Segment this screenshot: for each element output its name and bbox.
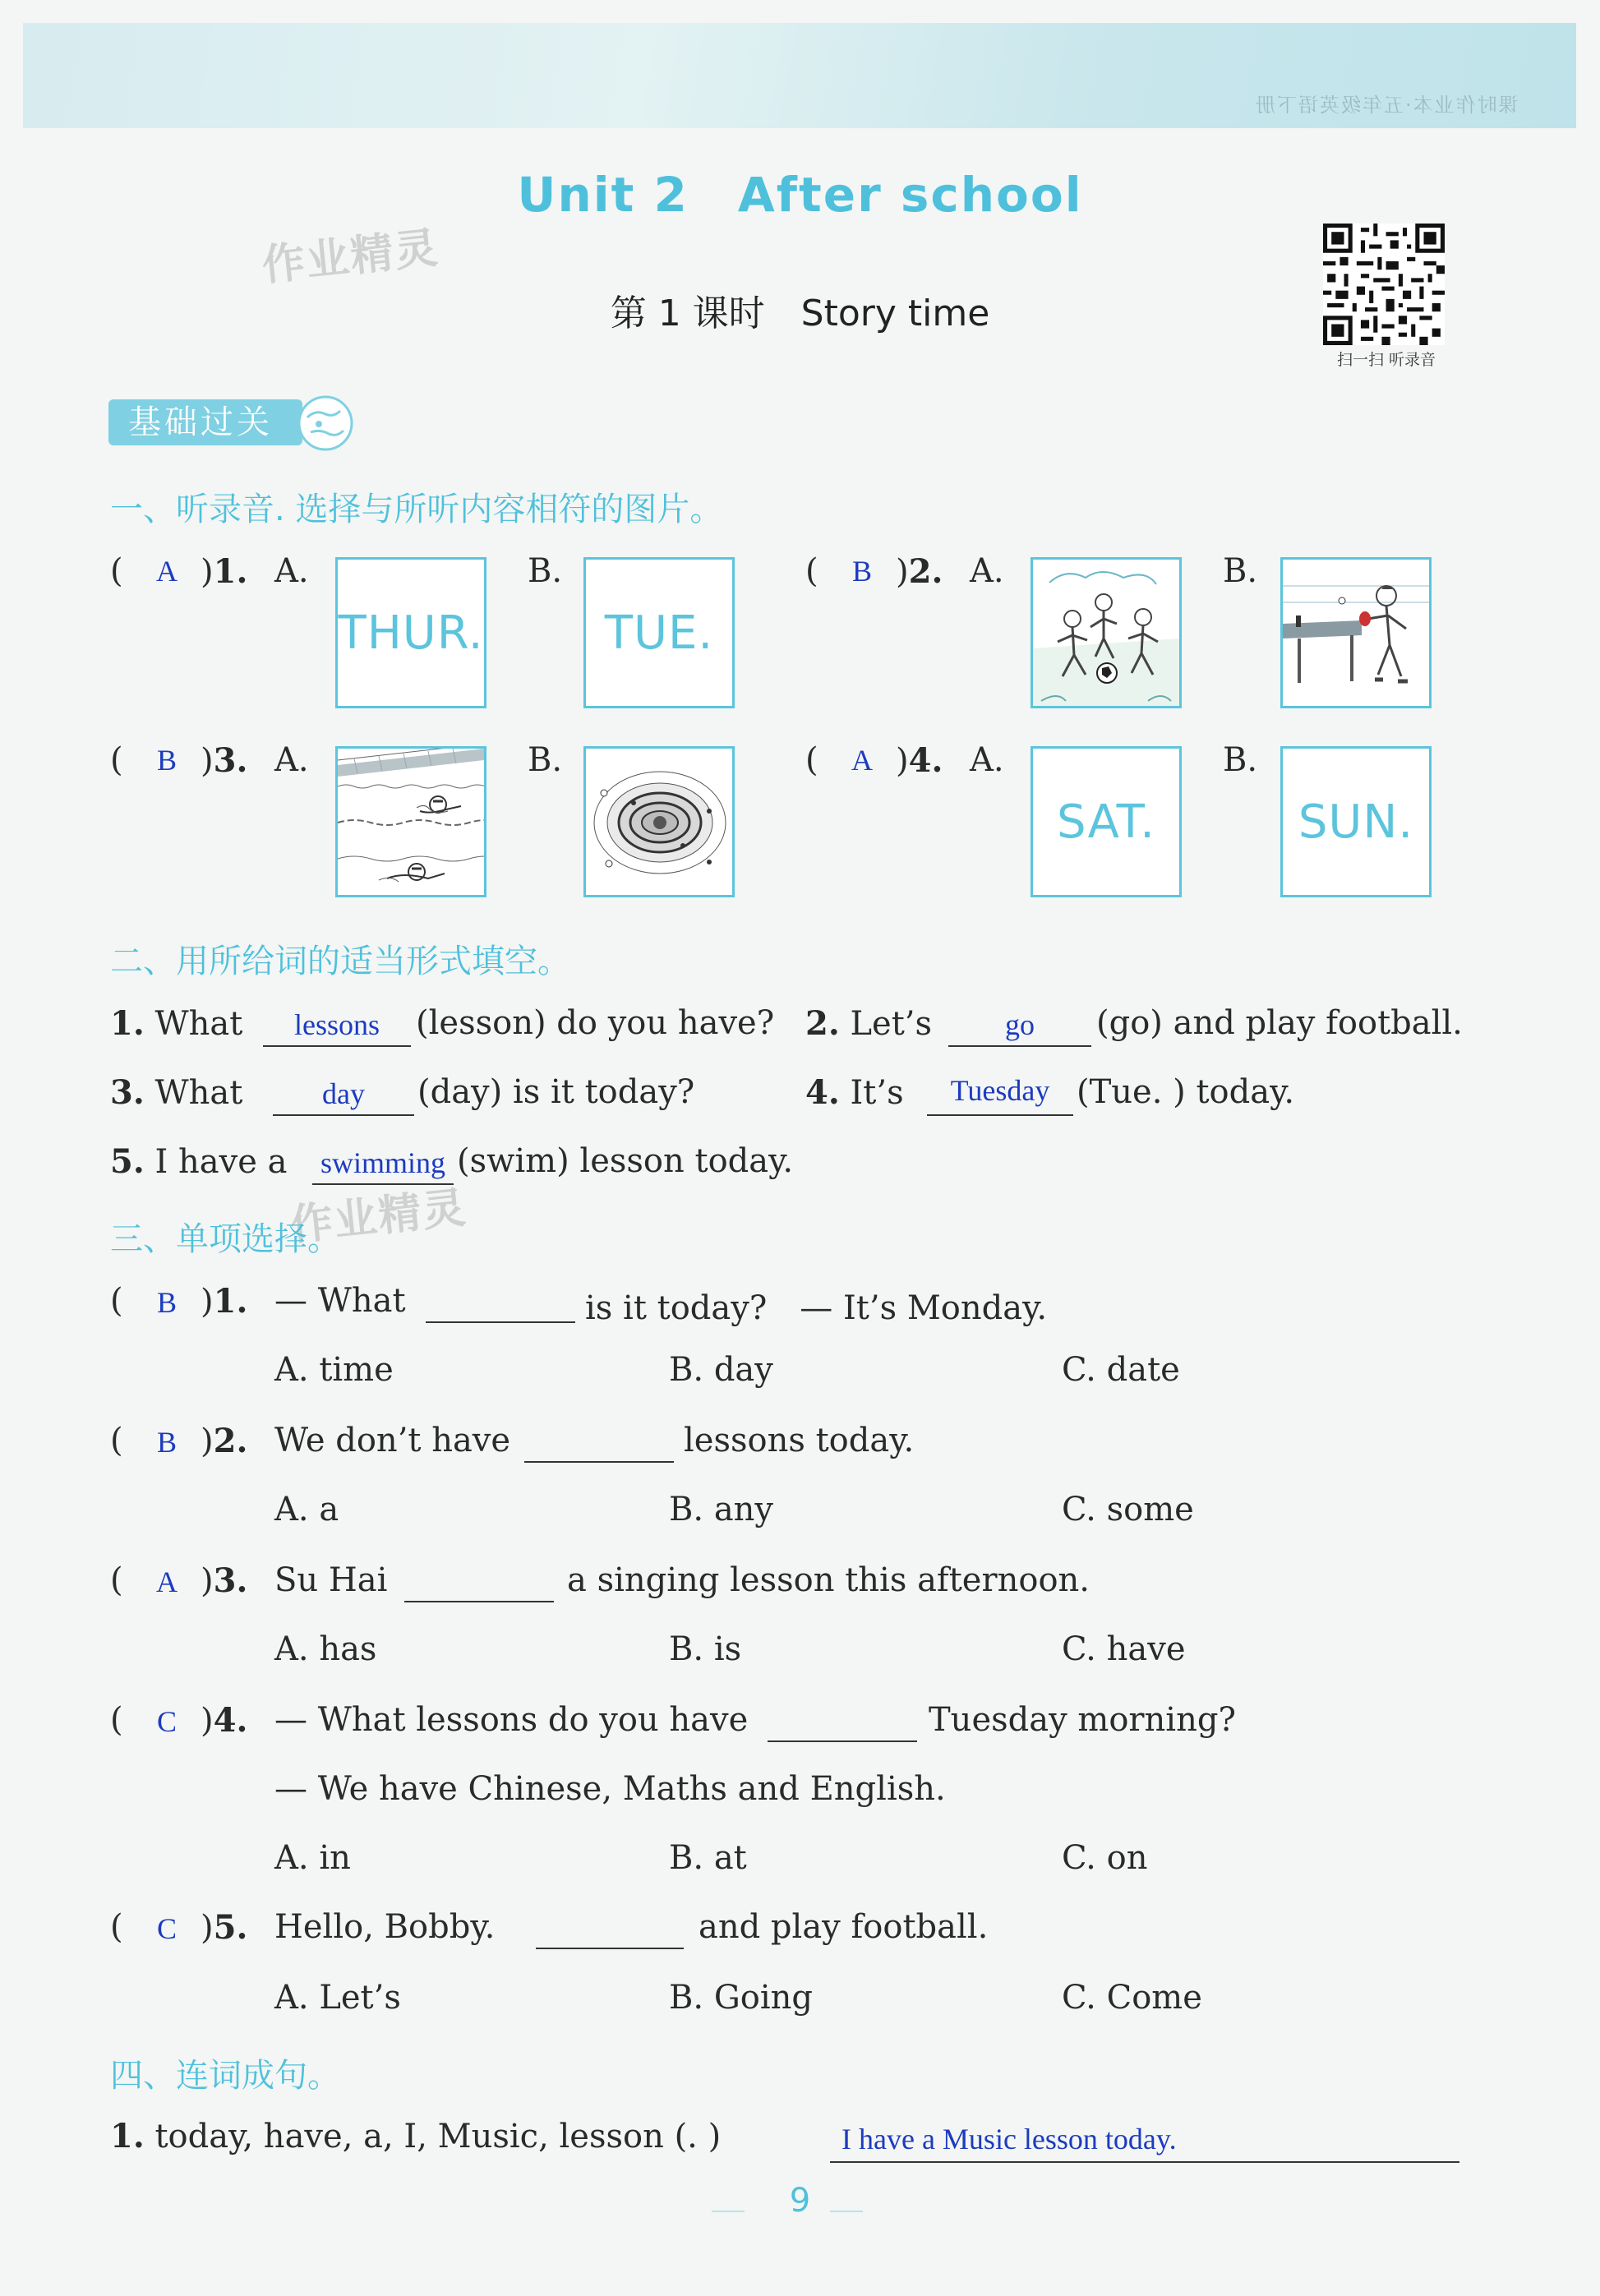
option-a[interactable]: A. time: [274, 1351, 394, 1389]
box-text: TUE.: [604, 606, 714, 660]
qnum: 1.: [213, 552, 248, 591]
option-b-image[interactable]: [583, 557, 735, 708]
question-stem-pre: We don’t have: [274, 1422, 511, 1459]
fill-post: (Tue. ) today.: [1077, 1073, 1295, 1111]
header-band-text: 课时作业本·五年级英语下册: [1254, 94, 1519, 117]
page-number: 9: [789, 2182, 811, 2220]
paren-open: (: [805, 552, 818, 590]
watermark: 作业精灵: [260, 223, 442, 292]
option-a-image[interactable]: [335, 746, 486, 897]
fill-post: (day) is it today?: [417, 1073, 695, 1111]
answer-blank[interactable]: [273, 1114, 414, 1116]
answer-blank[interactable]: [948, 1045, 1091, 1047]
question-number: )3.: [201, 741, 248, 780]
divider: [830, 2211, 863, 2212]
answer: C: [156, 1912, 177, 1945]
option-b[interactable]: B. Going: [669, 1979, 814, 2017]
question-stem-pre: — What lessons do you have: [274, 1701, 749, 1739]
answer: B: [851, 555, 872, 588]
section3-heading: 三、单项选择。: [110, 1220, 340, 1258]
qr-code-icon[interactable]: [1323, 224, 1445, 345]
question-number: )2.: [896, 552, 943, 591]
fill-item-2: [805, 1004, 932, 1043]
question-number: )2.: [201, 1422, 248, 1460]
qnum: 3.: [213, 1561, 248, 1600]
option-c[interactable]: C. Come: [1062, 1979, 1202, 2017]
answer-blank[interactable]: [830, 2161, 1459, 2163]
option-a[interactable]: A. a: [274, 1491, 339, 1528]
answer: C: [156, 1705, 177, 1738]
option-b-label: B.: [1223, 741, 1258, 779]
paren-open: (: [110, 1282, 123, 1320]
question-stem-post: is it today? — It’s Monday.: [585, 1289, 1048, 1327]
paren-open: (: [110, 1908, 123, 1946]
fill-pre: Let’s: [850, 1005, 933, 1043]
unit-title: Unit 2 After school: [517, 167, 1083, 223]
question-1-1: (: [110, 552, 123, 590]
qnum: 1.: [110, 1004, 145, 1043]
option-b[interactable]: B. is: [669, 1630, 742, 1668]
option-b-label: B.: [528, 552, 563, 590]
question-number: )1.: [201, 552, 248, 591]
option-a-label: A.: [970, 552, 1004, 590]
option-b[interactable]: B. any: [669, 1491, 774, 1528]
solar-system-image: [586, 749, 732, 895]
qnum: 3.: [110, 1073, 145, 1112]
option-c[interactable]: C. date: [1062, 1351, 1180, 1389]
fill-pre: What: [154, 1074, 243, 1112]
option-c[interactable]: C. on: [1062, 1839, 1148, 1877]
qnum: 4.: [805, 1073, 840, 1112]
paren-open: (: [110, 1561, 123, 1599]
qnum: 2.: [213, 1422, 248, 1460]
paren-open: (: [110, 741, 123, 779]
section2-heading: 二、用所给词的适当形式填空。: [110, 943, 570, 980]
option-b[interactable]: B. day: [669, 1351, 773, 1389]
question-number: )3.: [201, 1561, 248, 1600]
option-a[interactable]: A. has: [274, 1630, 377, 1668]
paren-open: (: [110, 1422, 123, 1459]
answer: go: [1005, 1008, 1035, 1041]
globe-icon: [291, 393, 360, 454]
fill-post: (swim) lesson today.: [457, 1142, 794, 1180]
box-text: THUR.: [338, 606, 484, 660]
option-c[interactable]: C. some: [1062, 1491, 1194, 1528]
paren-open: (: [110, 1701, 123, 1739]
answer: I have a Music lesson today.: [841, 2123, 1177, 2155]
option-b[interactable]: B. at: [669, 1839, 747, 1877]
answer: lessons: [293, 1008, 380, 1041]
question-stem-pre: Hello, Bobby.: [274, 1908, 496, 1946]
lesson-title: 第 1 课时 Story time: [610, 293, 990, 334]
question-number: )4.: [896, 741, 943, 780]
option-a-image[interactable]: [335, 557, 486, 708]
box-text: SAT.: [1057, 795, 1155, 849]
answer-blank[interactable]: [263, 1045, 411, 1047]
question-stem-pre: — What: [274, 1282, 406, 1320]
option-a[interactable]: A. in: [274, 1839, 351, 1877]
qnum: 4.: [908, 741, 943, 780]
qnum: 2.: [908, 552, 943, 591]
answer-blank[interactable]: [524, 1461, 674, 1463]
option-a-label: A.: [970, 741, 1004, 779]
fill-post: (lesson) do you have?: [416, 1004, 775, 1042]
question-stem-pre: Su Hai: [274, 1561, 388, 1599]
answer: A: [156, 555, 178, 588]
option-a-label: A.: [274, 741, 309, 779]
option-b-image[interactable]: [583, 746, 735, 897]
option-a-image[interactable]: [1031, 746, 1182, 897]
header-band: [23, 23, 1576, 128]
fill-pre: I have a: [154, 1143, 288, 1181]
answer: B: [156, 1426, 177, 1459]
answer: B: [156, 1286, 177, 1319]
qnum: 1.: [110, 2117, 145, 2155]
box-text: SUN.: [1298, 795, 1414, 849]
qnum: 4.: [213, 1701, 248, 1740]
fill-post: (go) and play football.: [1096, 1004, 1463, 1042]
fill-item-5: [110, 1142, 287, 1181]
qnum: 2.: [805, 1004, 840, 1043]
qnum: 1.: [213, 1282, 248, 1321]
option-b-image[interactable]: [1280, 746, 1432, 897]
option-a-image[interactable]: [1031, 557, 1182, 708]
answer-blank[interactable]: [536, 1948, 684, 1949]
boy-playing-table-tennis-image: [1283, 560, 1429, 706]
answer: Tuesday: [950, 1074, 1050, 1107]
option-b-image[interactable]: [1280, 557, 1432, 708]
watermark: 作业精灵: [288, 1183, 470, 1252]
qnum: 5.: [213, 1908, 248, 1947]
section-badge: 基础过关: [108, 399, 302, 445]
question-number: )1.: [201, 1282, 248, 1321]
reorder-item-1: [110, 2117, 721, 2155]
reorder-words: today, have, a, I, Music, lesson (. ): [154, 2118, 722, 2155]
question-stem-post: Tuesday morning?: [929, 1701, 1236, 1739]
qnum: 3.: [213, 741, 248, 780]
fill-item-3: [110, 1073, 242, 1112]
qnum: 5.: [110, 1142, 145, 1181]
question-stem-post: a singing lesson this afternoon.: [567, 1561, 1090, 1599]
question-stem-post: and play football.: [699, 1908, 989, 1946]
option-b-label: B.: [528, 741, 563, 779]
question-dialog-line: — We have Chinese, Maths and English.: [274, 1770, 946, 1808]
paren-open: (: [805, 741, 818, 779]
answer-blank[interactable]: [927, 1114, 1073, 1116]
option-a[interactable]: A. Let’s: [274, 1979, 401, 2017]
answer-blank[interactable]: [768, 1740, 917, 1742]
option-b-label: B.: [1223, 552, 1258, 590]
section4-heading: 四、连词成句。: [110, 2057, 340, 2095]
answer: day: [322, 1077, 365, 1110]
option-c[interactable]: C. have: [1062, 1630, 1186, 1668]
kids-playing-football-image: [1033, 560, 1179, 706]
answer: A: [156, 1565, 178, 1598]
section1-heading: 一、听录音. 选择与所听内容相符的图片。: [110, 491, 723, 528]
fill-pre: It’s: [850, 1074, 904, 1112]
swimming-pool-image: [338, 749, 484, 895]
answer: B: [156, 744, 177, 777]
answer: A: [851, 744, 873, 777]
question-stem-post: lessons today.: [684, 1422, 915, 1459]
fill-item-4: [805, 1073, 904, 1112]
question-number: )5.: [201, 1908, 248, 1947]
answer-blank[interactable]: [404, 1601, 554, 1602]
answer-blank[interactable]: [312, 1183, 454, 1185]
answer-blank[interactable]: [426, 1321, 575, 1323]
question-number: )4.: [201, 1701, 248, 1740]
qr-caption: 扫一扫 听录音: [1336, 351, 1436, 369]
answer: swimming: [320, 1146, 445, 1179]
option-a-label: A.: [274, 552, 309, 590]
fill-pre: What: [154, 1005, 243, 1043]
fill-item-1: [110, 1004, 242, 1043]
